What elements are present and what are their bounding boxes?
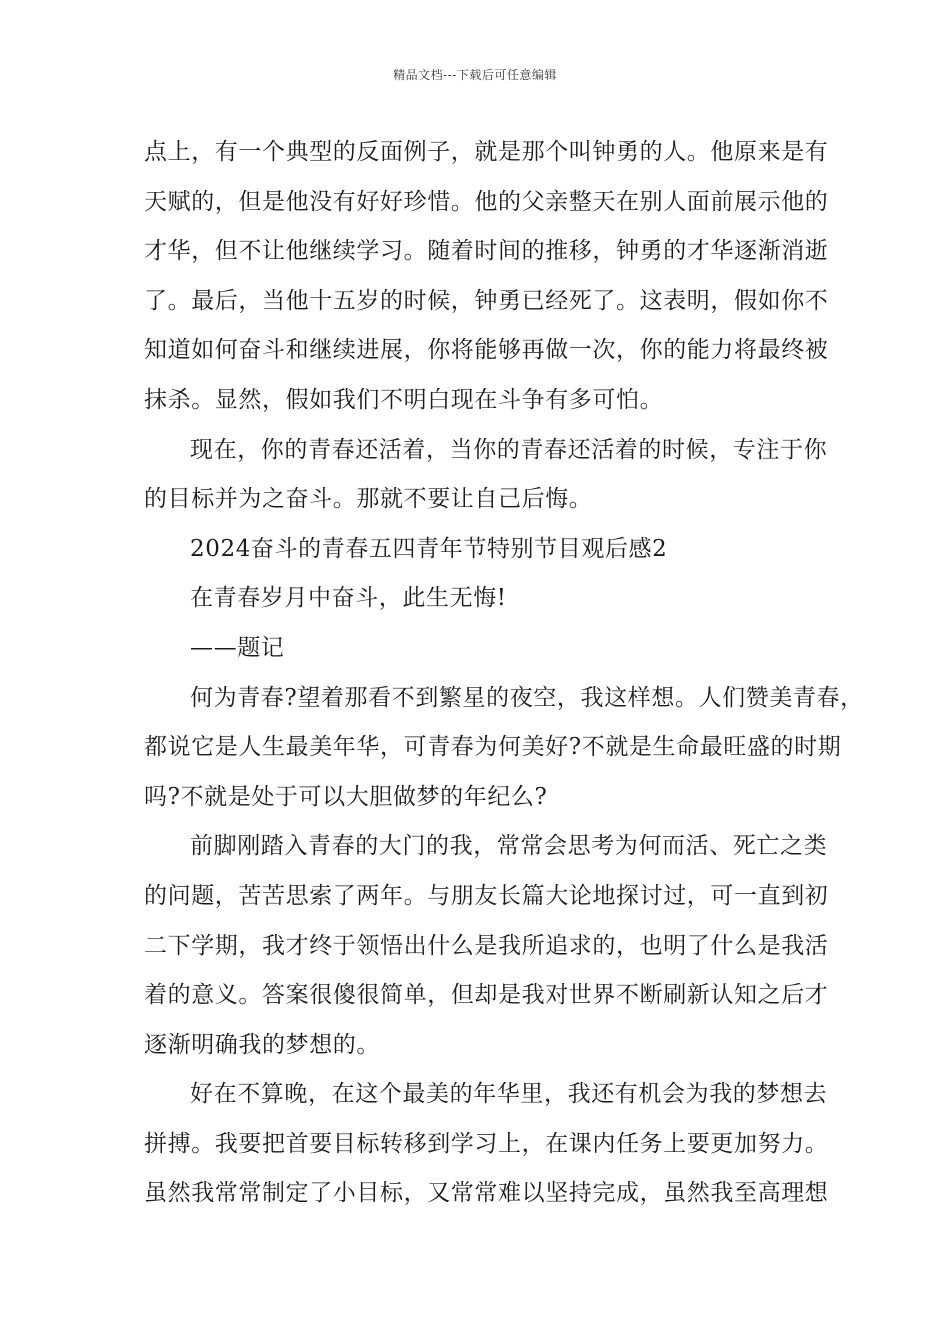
text-line: 现在，你的青春还活着，当你的青春还活着的时候，专注于你	[190, 436, 828, 463]
paragraph	[144, 822, 829, 1070]
text-line: 二下学期，我才终于领悟出什么是我所追求的，也明了什么是我活	[144, 932, 829, 959]
text-line: 天赋的，但是他没有好好珍惜。他的父亲整天在别人面前展示他的	[144, 188, 829, 215]
paragraph	[144, 525, 824, 575]
text-line: 了。最后，当他十五岁的时候，钟勇已经死了。这表明，假如你不	[144, 287, 829, 314]
text-line: 抹杀。显然，假如我们不明白现在斗争有多可怕。	[144, 386, 664, 413]
paragraph	[144, 574, 824, 624]
paragraph	[144, 674, 864, 823]
text-line: 才华，但不让他继续学习。随着时间的推移，钟勇的才华逐渐消逝	[144, 238, 829, 265]
text-line: ——题记	[190, 634, 285, 661]
paragraph	[144, 128, 829, 426]
paragraph	[144, 1070, 829, 1219]
text-line: 逐渐明确我的梦想的。	[144, 1031, 380, 1058]
paragraph	[144, 426, 828, 525]
text-line: 在青春岁月中奋斗，此生无悔!	[190, 585, 507, 612]
document-body	[144, 128, 864, 1219]
text-line: 拼搏。我要把首要目标转移到学习上，在课内任务上要更加努力。	[144, 1130, 829, 1157]
text-line: 虽然我常常制定了小目标，又常常难以坚持完成，虽然我至高理想	[144, 1180, 829, 1207]
text-line: 何为青春?望着那看不到繁星的夜空，我这样想。人们赞美青春，	[190, 684, 864, 711]
text-line: 好在不算晚，在这个最美的年华里，我还有机会为我的梦想去	[190, 1081, 828, 1108]
text-line: 知道如何奋斗和继续进展，你将能够再做一次，你的能力将最终被	[144, 337, 829, 364]
paragraph	[144, 624, 824, 674]
text-line: 吗?不就是处于可以大胆做梦的年纪么?	[144, 783, 548, 810]
text-line: 的问题，苦苦思索了两年。与朋友长篇大论地探讨过，可一直到初	[144, 882, 829, 909]
text-line: 前脚刚踏入青春的大门的我，常常会思考为何而活、死亡之类	[190, 833, 828, 860]
page-header: 精品文档---下载后可任意编辑	[393, 68, 557, 82]
text-line: 点上，有一个典型的反面例子，就是那个叫钟勇的人。他原来是有	[144, 139, 829, 165]
text-line: 都说它是人生最美年华，可青春为何美好?不就是生命最旺盛的时期	[144, 734, 842, 761]
text-line: 着的意义。答案很傻很简单，但却是我对世界不断刷新认知之后才	[144, 982, 829, 1009]
text-line: 的目标并为之奋斗。那就不要让自己后悔。	[144, 486, 593, 513]
text-line: 2024奋斗的青春五四青年节特别节目观后感2	[190, 535, 668, 562]
